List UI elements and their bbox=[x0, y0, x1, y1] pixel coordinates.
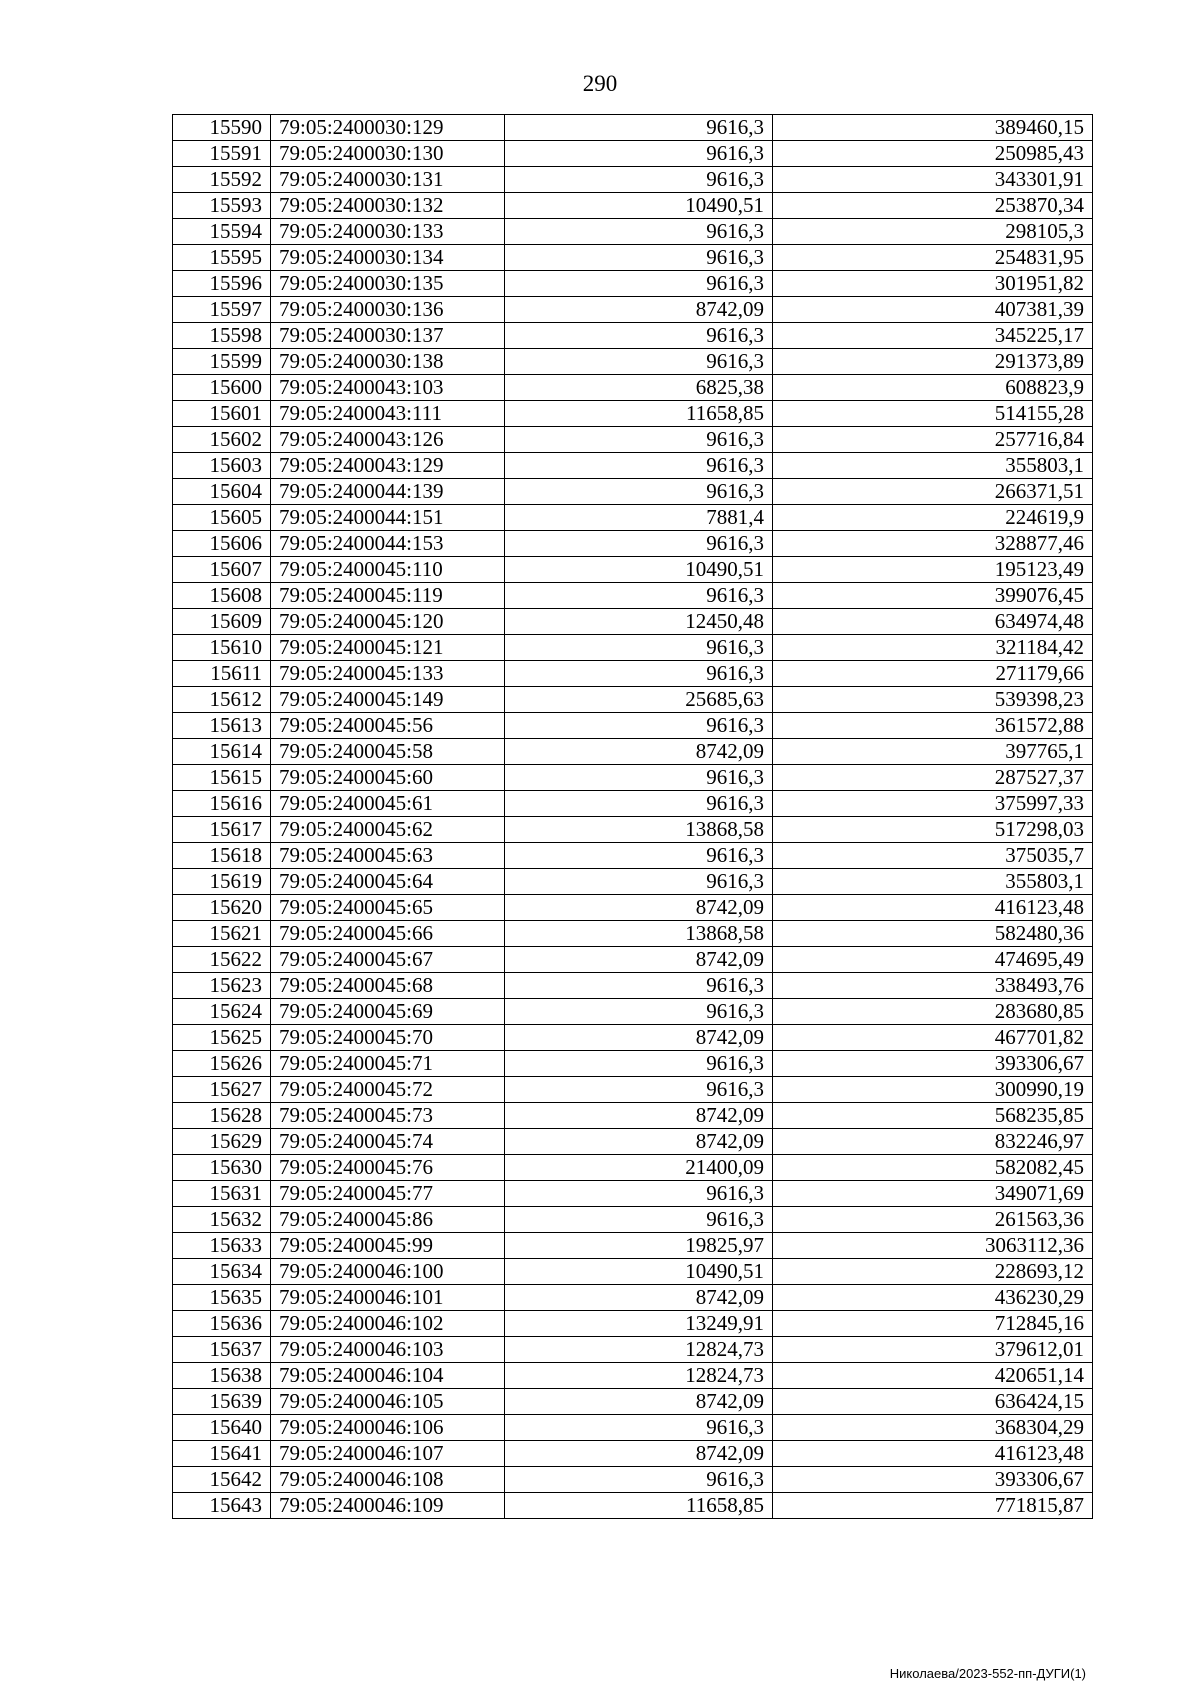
row-number-cell: 15594 bbox=[173, 219, 271, 245]
table-row bbox=[173, 427, 1093, 453]
amount-cell: 436230,29 bbox=[773, 1285, 1093, 1311]
table-row bbox=[173, 531, 1093, 557]
amount-cell: 301951,82 bbox=[773, 271, 1093, 297]
value-cell: 9616,3 bbox=[505, 531, 773, 557]
amount-cell: 393306,67 bbox=[773, 1467, 1093, 1493]
amount-cell: 375997,33 bbox=[773, 791, 1093, 817]
amount-cell: 416123,48 bbox=[773, 895, 1093, 921]
row-number-cell: 15629 bbox=[173, 1129, 271, 1155]
row-number-cell: 15638 bbox=[173, 1363, 271, 1389]
cadastral-number-cell: 79:05:2400045:62 bbox=[271, 817, 505, 843]
table-row bbox=[173, 401, 1093, 427]
row-number-cell: 15605 bbox=[173, 505, 271, 531]
table-row bbox=[173, 687, 1093, 713]
value-cell: 6825,38 bbox=[505, 375, 773, 401]
cadastral-table bbox=[172, 114, 1093, 1519]
value-cell: 13868,58 bbox=[505, 921, 773, 947]
table-body bbox=[173, 115, 1093, 1519]
table-row bbox=[173, 245, 1093, 271]
row-number-cell: 15590 bbox=[173, 115, 271, 141]
row-number-cell: 15632 bbox=[173, 1207, 271, 1233]
value-cell: 12824,73 bbox=[505, 1337, 773, 1363]
amount-cell: 420651,14 bbox=[773, 1363, 1093, 1389]
cadastral-number-cell: 79:05:2400045:149 bbox=[271, 687, 505, 713]
amount-cell: 224619,9 bbox=[773, 505, 1093, 531]
value-cell: 9616,3 bbox=[505, 635, 773, 661]
row-number-cell: 15633 bbox=[173, 1233, 271, 1259]
value-cell: 10490,51 bbox=[505, 193, 773, 219]
cadastral-number-cell: 79:05:2400045:71 bbox=[271, 1051, 505, 1077]
table-row bbox=[173, 453, 1093, 479]
amount-cell: 514155,28 bbox=[773, 401, 1093, 427]
table-row bbox=[173, 1233, 1093, 1259]
amount-cell: 283680,85 bbox=[773, 999, 1093, 1025]
value-cell: 11658,85 bbox=[505, 401, 773, 427]
cadastral-number-cell: 79:05:2400045:66 bbox=[271, 921, 505, 947]
cadastral-number-cell: 79:05:2400045:133 bbox=[271, 661, 505, 687]
table-row bbox=[173, 999, 1093, 1025]
value-cell: 9616,3 bbox=[505, 1051, 773, 1077]
cadastral-number-cell: 79:05:2400045:110 bbox=[271, 557, 505, 583]
cadastral-number-cell: 79:05:2400030:131 bbox=[271, 167, 505, 193]
value-cell: 9616,3 bbox=[505, 1467, 773, 1493]
row-number-cell: 15636 bbox=[173, 1311, 271, 1337]
value-cell: 8742,09 bbox=[505, 1285, 773, 1311]
amount-cell: 298105,3 bbox=[773, 219, 1093, 245]
value-cell: 9616,3 bbox=[505, 1207, 773, 1233]
cadastral-number-cell: 79:05:2400045:67 bbox=[271, 947, 505, 973]
table-row bbox=[173, 1285, 1093, 1311]
amount-cell: 832246,97 bbox=[773, 1129, 1093, 1155]
table-row bbox=[173, 323, 1093, 349]
row-number-cell: 15600 bbox=[173, 375, 271, 401]
amount-cell: 539398,23 bbox=[773, 687, 1093, 713]
table-row bbox=[173, 1129, 1093, 1155]
row-number-cell: 15601 bbox=[173, 401, 271, 427]
cadastral-number-cell: 79:05:2400045:68 bbox=[271, 973, 505, 999]
table-row bbox=[173, 869, 1093, 895]
cadastral-number-cell: 79:05:2400045:86 bbox=[271, 1207, 505, 1233]
row-number-cell: 15640 bbox=[173, 1415, 271, 1441]
amount-cell: 271179,66 bbox=[773, 661, 1093, 687]
amount-cell: 3063112,36 bbox=[773, 1233, 1093, 1259]
table-row bbox=[173, 1389, 1093, 1415]
table-row bbox=[173, 947, 1093, 973]
amount-cell: 582480,36 bbox=[773, 921, 1093, 947]
value-cell: 25685,63 bbox=[505, 687, 773, 713]
row-number-cell: 15634 bbox=[173, 1259, 271, 1285]
row-number-cell: 15607 bbox=[173, 557, 271, 583]
cadastral-number-cell: 79:05:2400045:60 bbox=[271, 765, 505, 791]
row-number-cell: 15642 bbox=[173, 1467, 271, 1493]
amount-cell: 399076,45 bbox=[773, 583, 1093, 609]
table-row bbox=[173, 921, 1093, 947]
value-cell: 9616,3 bbox=[505, 973, 773, 999]
amount-cell: 712845,16 bbox=[773, 1311, 1093, 1337]
value-cell: 9616,3 bbox=[505, 219, 773, 245]
cadastral-number-cell: 79:05:2400045:74 bbox=[271, 1129, 505, 1155]
row-number-cell: 15598 bbox=[173, 323, 271, 349]
cadastral-number-cell: 79:05:2400030:134 bbox=[271, 245, 505, 271]
amount-cell: 355803,1 bbox=[773, 869, 1093, 895]
cadastral-number-cell: 79:05:2400045:72 bbox=[271, 1077, 505, 1103]
table-row bbox=[173, 115, 1093, 141]
row-number-cell: 15606 bbox=[173, 531, 271, 557]
value-cell: 9616,3 bbox=[505, 271, 773, 297]
cadastral-number-cell: 79:05:2400045:99 bbox=[271, 1233, 505, 1259]
row-number-cell: 15616 bbox=[173, 791, 271, 817]
value-cell: 10490,51 bbox=[505, 557, 773, 583]
table-row bbox=[173, 609, 1093, 635]
table-row bbox=[173, 765, 1093, 791]
value-cell: 9616,3 bbox=[505, 869, 773, 895]
cadastral-number-cell: 79:05:2400046:100 bbox=[271, 1259, 505, 1285]
value-cell: 19825,97 bbox=[505, 1233, 773, 1259]
value-cell: 9616,3 bbox=[505, 323, 773, 349]
value-cell: 8742,09 bbox=[505, 1025, 773, 1051]
amount-cell: 345225,17 bbox=[773, 323, 1093, 349]
amount-cell: 389460,15 bbox=[773, 115, 1093, 141]
value-cell: 9616,3 bbox=[505, 999, 773, 1025]
value-cell: 8742,09 bbox=[505, 947, 773, 973]
row-number-cell: 15623 bbox=[173, 973, 271, 999]
table-row bbox=[173, 1415, 1093, 1441]
table-row bbox=[173, 1337, 1093, 1363]
value-cell: 9616,3 bbox=[505, 1415, 773, 1441]
amount-cell: 582082,45 bbox=[773, 1155, 1093, 1181]
table-row bbox=[173, 193, 1093, 219]
amount-cell: 361572,88 bbox=[773, 713, 1093, 739]
value-cell: 8742,09 bbox=[505, 895, 773, 921]
cadastral-number-cell: 79:05:2400045:58 bbox=[271, 739, 505, 765]
cadastral-number-cell: 79:05:2400043:126 bbox=[271, 427, 505, 453]
table-row bbox=[173, 557, 1093, 583]
cadastral-number-cell: 79:05:2400030:135 bbox=[271, 271, 505, 297]
amount-cell: 568235,85 bbox=[773, 1103, 1093, 1129]
table-row bbox=[173, 895, 1093, 921]
cadastral-number-cell: 79:05:2400046:105 bbox=[271, 1389, 505, 1415]
cadastral-number-cell: 79:05:2400045:64 bbox=[271, 869, 505, 895]
amount-cell: 300990,19 bbox=[773, 1077, 1093, 1103]
cadastral-number-cell: 79:05:2400045:56 bbox=[271, 713, 505, 739]
table-row bbox=[173, 739, 1093, 765]
value-cell: 9616,3 bbox=[505, 583, 773, 609]
amount-cell: 338493,76 bbox=[773, 973, 1093, 999]
row-number-cell: 15622 bbox=[173, 947, 271, 973]
value-cell: 9616,3 bbox=[505, 167, 773, 193]
table-row bbox=[173, 843, 1093, 869]
table-row bbox=[173, 297, 1093, 323]
row-number-cell: 15603 bbox=[173, 453, 271, 479]
table-row bbox=[173, 817, 1093, 843]
row-number-cell: 15610 bbox=[173, 635, 271, 661]
value-cell: 9616,3 bbox=[505, 765, 773, 791]
row-number-cell: 15635 bbox=[173, 1285, 271, 1311]
row-number-cell: 15631 bbox=[173, 1181, 271, 1207]
value-cell: 9616,3 bbox=[505, 427, 773, 453]
amount-cell: 474695,49 bbox=[773, 947, 1093, 973]
row-number-cell: 15597 bbox=[173, 297, 271, 323]
value-cell: 8742,09 bbox=[505, 1389, 773, 1415]
table-row bbox=[173, 1155, 1093, 1181]
table-row bbox=[173, 1103, 1093, 1129]
cadastral-number-cell: 79:05:2400045:120 bbox=[271, 609, 505, 635]
row-number-cell: 15592 bbox=[173, 167, 271, 193]
row-number-cell: 15643 bbox=[173, 1493, 271, 1519]
row-number-cell: 15627 bbox=[173, 1077, 271, 1103]
value-cell: 21400,09 bbox=[505, 1155, 773, 1181]
row-number-cell: 15591 bbox=[173, 141, 271, 167]
value-cell: 9616,3 bbox=[505, 245, 773, 271]
cadastral-number-cell: 79:05:2400043:111 bbox=[271, 401, 505, 427]
amount-cell: 343301,91 bbox=[773, 167, 1093, 193]
value-cell: 13868,58 bbox=[505, 817, 773, 843]
cadastral-number-cell: 79:05:2400045:121 bbox=[271, 635, 505, 661]
cadastral-number-cell: 79:05:2400030:138 bbox=[271, 349, 505, 375]
cadastral-number-cell: 79:05:2400043:129 bbox=[271, 453, 505, 479]
table-row bbox=[173, 1363, 1093, 1389]
amount-cell: 375035,7 bbox=[773, 843, 1093, 869]
value-cell: 9616,3 bbox=[505, 661, 773, 687]
value-cell: 8742,09 bbox=[505, 1441, 773, 1467]
row-number-cell: 15604 bbox=[173, 479, 271, 505]
table-row bbox=[173, 973, 1093, 999]
cadastral-number-cell: 79:05:2400045:73 bbox=[271, 1103, 505, 1129]
amount-cell: 250985,43 bbox=[773, 141, 1093, 167]
amount-cell: 349071,69 bbox=[773, 1181, 1093, 1207]
amount-cell: 416123,48 bbox=[773, 1441, 1093, 1467]
table-row bbox=[173, 505, 1093, 531]
cadastral-number-cell: 79:05:2400045:61 bbox=[271, 791, 505, 817]
table-row bbox=[173, 1181, 1093, 1207]
amount-cell: 328877,46 bbox=[773, 531, 1093, 557]
amount-cell: 195123,49 bbox=[773, 557, 1093, 583]
amount-cell: 608823,9 bbox=[773, 375, 1093, 401]
table-row bbox=[173, 1311, 1093, 1337]
table-row bbox=[173, 1259, 1093, 1285]
table-row bbox=[173, 1441, 1093, 1467]
value-cell: 9616,3 bbox=[505, 349, 773, 375]
cadastral-number-cell: 79:05:2400045:70 bbox=[271, 1025, 505, 1051]
amount-cell: 321184,42 bbox=[773, 635, 1093, 661]
cadastral-number-cell: 79:05:2400044:151 bbox=[271, 505, 505, 531]
row-number-cell: 15619 bbox=[173, 869, 271, 895]
table-row bbox=[173, 479, 1093, 505]
cadastral-number-cell: 79:05:2400030:133 bbox=[271, 219, 505, 245]
row-number-cell: 15609 bbox=[173, 609, 271, 635]
value-cell: 9616,3 bbox=[505, 115, 773, 141]
table-row bbox=[173, 375, 1093, 401]
table-row bbox=[173, 713, 1093, 739]
row-number-cell: 15615 bbox=[173, 765, 271, 791]
cadastral-number-cell: 79:05:2400045:65 bbox=[271, 895, 505, 921]
cadastral-number-cell: 79:05:2400030:129 bbox=[271, 115, 505, 141]
table-row bbox=[173, 1025, 1093, 1051]
table-row bbox=[173, 791, 1093, 817]
row-number-cell: 15630 bbox=[173, 1155, 271, 1181]
value-cell: 9616,3 bbox=[505, 713, 773, 739]
cadastral-number-cell: 79:05:2400030:136 bbox=[271, 297, 505, 323]
value-cell: 8742,09 bbox=[505, 1129, 773, 1155]
amount-cell: 257716,84 bbox=[773, 427, 1093, 453]
cadastral-number-cell: 79:05:2400046:108 bbox=[271, 1467, 505, 1493]
table-row bbox=[173, 219, 1093, 245]
value-cell: 9616,3 bbox=[505, 479, 773, 505]
cadastral-number-cell: 79:05:2400043:103 bbox=[271, 375, 505, 401]
cadastral-number-cell: 79:05:2400046:107 bbox=[271, 1441, 505, 1467]
amount-cell: 355803,1 bbox=[773, 453, 1093, 479]
table-row bbox=[173, 271, 1093, 297]
table-row bbox=[173, 583, 1093, 609]
amount-cell: 228693,12 bbox=[773, 1259, 1093, 1285]
row-number-cell: 15617 bbox=[173, 817, 271, 843]
row-number-cell: 15613 bbox=[173, 713, 271, 739]
row-number-cell: 15612 bbox=[173, 687, 271, 713]
row-number-cell: 15608 bbox=[173, 583, 271, 609]
table-row bbox=[173, 349, 1093, 375]
amount-cell: 517298,03 bbox=[773, 817, 1093, 843]
amount-cell: 253870,34 bbox=[773, 193, 1093, 219]
table-row bbox=[173, 1077, 1093, 1103]
row-number-cell: 15626 bbox=[173, 1051, 271, 1077]
value-cell: 9616,3 bbox=[505, 453, 773, 479]
cadastral-number-cell: 79:05:2400045:119 bbox=[271, 583, 505, 609]
row-number-cell: 15620 bbox=[173, 895, 271, 921]
table-row bbox=[173, 167, 1093, 193]
table-row bbox=[173, 1493, 1093, 1519]
value-cell: 9616,3 bbox=[505, 141, 773, 167]
cadastral-number-cell: 79:05:2400046:102 bbox=[271, 1311, 505, 1337]
cadastral-number-cell: 79:05:2400045:69 bbox=[271, 999, 505, 1025]
amount-cell: 397765,1 bbox=[773, 739, 1093, 765]
page-number: 290 bbox=[582, 71, 618, 96]
amount-cell: 771815,87 bbox=[773, 1493, 1093, 1519]
cadastral-number-cell: 79:05:2400045:76 bbox=[271, 1155, 505, 1181]
value-cell: 9616,3 bbox=[505, 1077, 773, 1103]
table-row bbox=[173, 141, 1093, 167]
table-row bbox=[173, 1051, 1093, 1077]
value-cell: 12450,48 bbox=[505, 609, 773, 635]
amount-cell: 636424,15 bbox=[773, 1389, 1093, 1415]
value-cell: 9616,3 bbox=[505, 791, 773, 817]
value-cell: 10490,51 bbox=[505, 1259, 773, 1285]
row-number-cell: 15628 bbox=[173, 1103, 271, 1129]
value-cell: 7881,4 bbox=[505, 505, 773, 531]
row-number-cell: 15641 bbox=[173, 1441, 271, 1467]
amount-cell: 368304,29 bbox=[773, 1415, 1093, 1441]
row-number-cell: 15602 bbox=[173, 427, 271, 453]
table-row bbox=[173, 1467, 1093, 1493]
value-cell: 13249,91 bbox=[505, 1311, 773, 1337]
cadastral-number-cell: 79:05:2400046:104 bbox=[271, 1363, 505, 1389]
amount-cell: 266371,51 bbox=[773, 479, 1093, 505]
table-row bbox=[173, 635, 1093, 661]
value-cell: 9616,3 bbox=[505, 1181, 773, 1207]
row-number-cell: 15611 bbox=[173, 661, 271, 687]
row-number-cell: 15614 bbox=[173, 739, 271, 765]
row-number-cell: 15624 bbox=[173, 999, 271, 1025]
row-number-cell: 15618 bbox=[173, 843, 271, 869]
value-cell: 8742,09 bbox=[505, 297, 773, 323]
amount-cell: 291373,89 bbox=[773, 349, 1093, 375]
amount-cell: 287527,37 bbox=[773, 765, 1093, 791]
amount-cell: 261563,36 bbox=[773, 1207, 1093, 1233]
amount-cell: 393306,67 bbox=[773, 1051, 1093, 1077]
table-row bbox=[173, 661, 1093, 687]
cadastral-number-cell: 79:05:2400046:103 bbox=[271, 1337, 505, 1363]
row-number-cell: 15637 bbox=[173, 1337, 271, 1363]
amount-cell: 379612,01 bbox=[773, 1337, 1093, 1363]
amount-cell: 254831,95 bbox=[773, 245, 1093, 271]
row-number-cell: 15639 bbox=[173, 1389, 271, 1415]
value-cell: 9616,3 bbox=[505, 843, 773, 869]
row-number-cell: 15595 bbox=[173, 245, 271, 271]
row-number-cell: 15596 bbox=[173, 271, 271, 297]
document-reference: Николаева/2023-552-пп-ДУГИ(1) bbox=[889, 1666, 1086, 1681]
cadastral-number-cell: 79:05:2400046:101 bbox=[271, 1285, 505, 1311]
table-row bbox=[173, 1207, 1093, 1233]
value-cell: 11658,85 bbox=[505, 1493, 773, 1519]
value-cell: 12824,73 bbox=[505, 1363, 773, 1389]
cadastral-number-cell: 79:05:2400044:153 bbox=[271, 531, 505, 557]
row-number-cell: 15625 bbox=[173, 1025, 271, 1051]
amount-cell: 634974,48 bbox=[773, 609, 1093, 635]
row-number-cell: 15593 bbox=[173, 193, 271, 219]
cadastral-number-cell: 79:05:2400046:109 bbox=[271, 1493, 505, 1519]
amount-cell: 407381,39 bbox=[773, 297, 1093, 323]
cadastral-number-cell: 79:05:2400030:130 bbox=[271, 141, 505, 167]
cadastral-number-cell: 79:05:2400046:106 bbox=[271, 1415, 505, 1441]
cadastral-number-cell: 79:05:2400045:63 bbox=[271, 843, 505, 869]
value-cell: 8742,09 bbox=[505, 1103, 773, 1129]
value-cell: 8742,09 bbox=[505, 739, 773, 765]
cadastral-number-cell: 79:05:2400045:77 bbox=[271, 1181, 505, 1207]
row-number-cell: 15621 bbox=[173, 921, 271, 947]
amount-cell: 467701,82 bbox=[773, 1025, 1093, 1051]
cadastral-number-cell: 79:05:2400044:139 bbox=[271, 479, 505, 505]
cadastral-number-cell: 79:05:2400030:137 bbox=[271, 323, 505, 349]
row-number-cell: 15599 bbox=[173, 349, 271, 375]
cadastral-number-cell: 79:05:2400030:132 bbox=[271, 193, 505, 219]
